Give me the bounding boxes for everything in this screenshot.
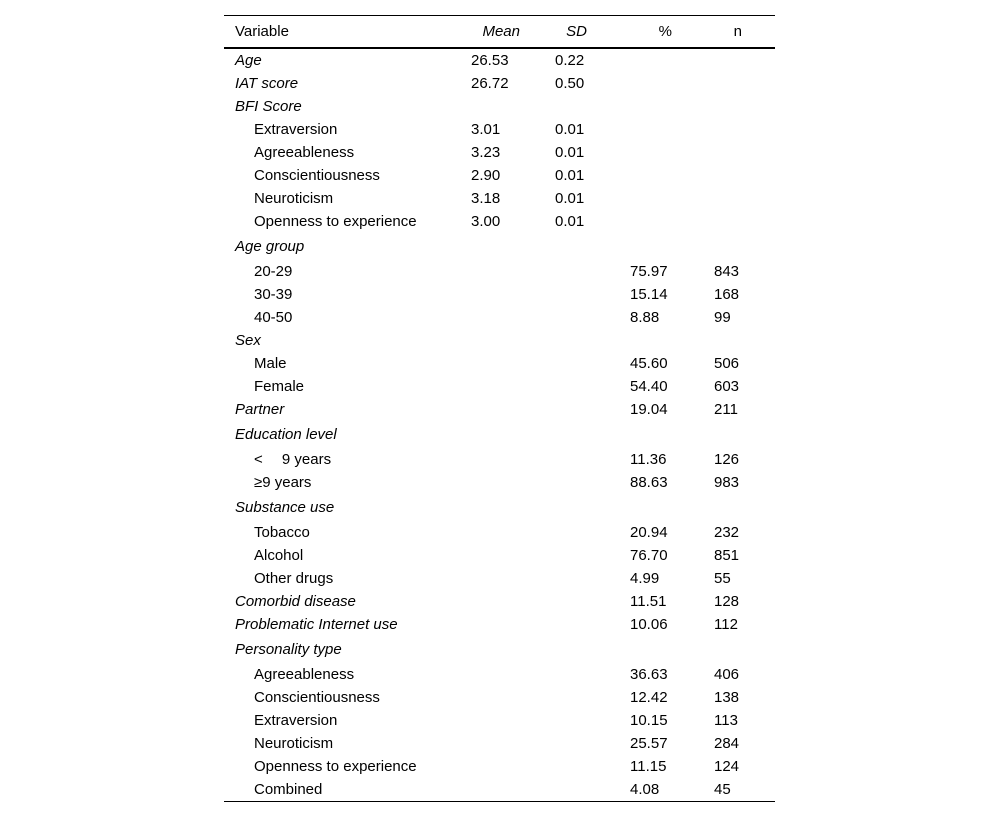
table-row [224,448,775,471]
cell-percent: 19.04 [630,401,668,418]
table-row [224,755,775,778]
cell-sd [544,494,612,521]
cell-sd [544,709,612,732]
cell-mean: 3.23 [471,144,501,161]
cell-variable: 30-39 [254,286,293,303]
cell-variable: Extraversion [254,121,338,138]
cell-percent [612,210,696,233]
table-row [224,164,775,187]
cell-variable: Comorbid disease [235,593,356,610]
cell-mean [460,448,544,471]
cell-sd: 0.50 [555,75,585,92]
descriptive-statistics-table [224,15,775,802]
cell-mean [460,95,544,118]
cell-variable: Agreeableness [254,144,355,161]
cell-mean [460,233,544,260]
cell-percent [612,421,696,448]
cell-n [696,421,775,448]
table-row [224,306,775,329]
cell-n: 113 [714,712,738,729]
cell-percent: 11.15 [630,758,667,775]
cell-n [696,233,775,260]
cell-sd: 0.01 [555,144,585,161]
cell-mean [460,755,544,778]
cell-variable: Combined [254,781,323,798]
table-row [224,141,775,164]
cell-variable: < 9 years [254,451,332,468]
cell-n [696,164,775,187]
cell-sd [544,755,612,778]
cell-percent: 76.70 [630,547,668,564]
table-row [224,72,775,95]
cell-sd [544,448,612,471]
cell-mean [460,590,544,613]
table-row [224,329,775,352]
cell-variable: 20-29 [254,263,293,280]
cell-mean [460,494,544,521]
cell-percent: 4.99 [630,570,660,587]
cell-mean [460,306,544,329]
cell-percent [612,95,696,118]
table-row [224,471,775,494]
cell-mean [460,732,544,755]
cell-variable: Age group [235,238,305,255]
cell-n [696,329,775,352]
cell-sd [544,283,612,306]
cell-percent [612,233,696,260]
cell-n [696,187,775,210]
cell-mean: 3.18 [471,190,501,207]
cell-n: 284 [714,735,740,752]
cell-variable: Openness to experience [254,758,417,775]
cell-percent [612,72,696,95]
table-row [224,210,775,233]
table-row [224,663,775,686]
cell-mean [460,778,544,802]
cell-variable: Education level [235,426,337,443]
cell-mean [460,521,544,544]
cell-percent: 11.51 [630,593,667,610]
header-n: n [733,23,742,40]
table-row [224,375,775,398]
table-row [224,233,775,260]
cell-variable: Extraversion [254,712,338,729]
cell-percent: 20.94 [630,524,668,541]
table-row [224,95,775,118]
header-variable: Variable [235,23,289,40]
cell-mean [460,329,544,352]
cell-sd [544,421,612,448]
cell-n: 983 [714,474,740,491]
cell-n: 55 [714,570,731,587]
cell-variable: Partner [235,401,285,418]
cell-n [696,72,775,95]
cell-mean [460,544,544,567]
cell-variable: IAT score [235,75,299,92]
cell-mean [460,375,544,398]
cell-sd [544,544,612,567]
cell-variable: Openness to experience [254,213,417,230]
cell-percent: 15.14 [630,286,668,303]
cell-percent: 45.60 [630,355,668,372]
cell-sd [544,590,612,613]
table-row [224,567,775,590]
cell-n [696,210,775,233]
cell-n: 168 [714,286,740,303]
cell-variable: Age [235,52,262,69]
cell-sd [544,567,612,590]
cell-mean [460,471,544,494]
table-row [224,613,775,636]
cell-sd: 0.01 [555,167,585,184]
cell-sd [544,398,612,421]
cell-sd [544,732,612,755]
cell-sd [544,471,612,494]
cell-percent: 10.15 [630,712,668,729]
cell-percent [612,48,696,72]
table-row [224,544,775,567]
cell-sd: 0.01 [555,190,585,207]
cell-n: 851 [714,547,740,564]
cell-variable: Neuroticism [254,190,334,207]
cell-n: 506 [714,355,740,372]
cell-sd [544,663,612,686]
cell-n [696,141,775,164]
table-header-row [224,16,775,49]
cell-n [696,48,775,72]
cell-variable: 40-50 [254,309,293,326]
cell-mean: 2.90 [471,167,501,184]
cell-variable: Agreeableness [254,666,355,683]
cell-variable: Other drugs [254,570,334,587]
cell-percent [612,141,696,164]
cell-variable: Female [254,378,305,395]
cell-mean [460,352,544,375]
cell-mean [460,663,544,686]
table-row [224,398,775,421]
cell-sd [544,375,612,398]
cell-variable: Sex [235,332,261,349]
cell-mean [460,567,544,590]
cell-sd: 0.01 [555,121,585,138]
cell-sd: 0.22 [555,52,585,69]
cell-percent: 88.63 [630,474,668,491]
table-row [224,260,775,283]
cell-n: 128 [714,593,740,610]
table-row [224,686,775,709]
cell-mean [460,260,544,283]
table-row [224,521,775,544]
cell-percent: 36.63 [630,666,668,683]
cell-n [696,636,775,663]
cell-mean: 3.01 [471,121,501,138]
cell-mean: 26.53 [471,52,509,69]
cell-sd [544,686,612,709]
table-row [224,778,775,802]
cell-n [696,494,775,521]
cell-percent: 75.97 [630,263,668,280]
cell-variable: Conscientiousness [254,167,380,184]
table-row [224,48,775,72]
cell-sd [544,329,612,352]
cell-variable: Personality type [235,641,342,658]
table-row [224,494,775,521]
cell-sd [544,521,612,544]
cell-variable: Problematic Internet use [235,616,398,633]
cell-percent: 8.88 [630,309,660,326]
table-row [224,636,775,663]
cell-variable: Substance use [235,499,335,516]
cell-percent [612,329,696,352]
table-row [224,590,775,613]
cell-mean [460,686,544,709]
cell-n: 603 [714,378,740,395]
table-row [224,187,775,210]
cell-n: 124 [714,758,740,775]
cell-mean [460,636,544,663]
cell-percent: 10.06 [630,616,668,633]
cell-percent: 25.57 [630,735,668,752]
cell-mean [460,613,544,636]
cell-sd [544,778,612,802]
cell-mean [460,283,544,306]
cell-variable: Alcohol [254,547,304,564]
table-row [224,352,775,375]
cell-n [696,118,775,141]
cell-n: 138 [714,689,740,706]
cell-mean [460,421,544,448]
cell-sd [544,233,612,260]
header-percent: % [658,23,672,40]
cell-percent: 4.08 [630,781,660,798]
cell-n [696,95,775,118]
cell-percent [612,164,696,187]
cell-sd [544,260,612,283]
cell-variable: Conscientiousness [254,689,380,706]
header-mean: Mean [482,23,520,40]
cell-sd [544,95,612,118]
cell-n: 45 [714,781,731,798]
table-row [224,421,775,448]
cell-n: 99 [714,309,731,326]
cell-variable: Tobacco [254,524,310,541]
cell-variable: Male [254,355,287,372]
header-sd: SD [566,23,587,40]
cell-n: 406 [714,666,740,683]
cell-mean: 26.72 [471,75,509,92]
table-body [224,48,775,802]
descriptive-statistics-table-container [224,15,775,802]
cell-percent [612,494,696,521]
table-row [224,709,775,732]
cell-sd [544,636,612,663]
cell-mean [460,398,544,421]
cell-sd: 0.01 [555,213,585,230]
cell-variable: BFI Score [235,98,302,115]
cell-percent: 12.42 [630,689,668,706]
cell-n: 232 [714,524,740,541]
cell-sd [544,306,612,329]
cell-n: 211 [714,401,738,418]
cell-percent: 54.40 [630,378,668,395]
cell-percent: 11.36 [630,451,667,468]
table-row [224,118,775,141]
cell-n: 126 [714,451,740,468]
cell-variable: Neuroticism [254,735,334,752]
table-row [224,283,775,306]
cell-variable: ≥9 years [254,474,312,491]
cell-mean [460,709,544,732]
cell-sd [544,352,612,375]
cell-mean: 3.00 [471,213,501,230]
cell-n: 112 [714,616,738,633]
cell-n: 843 [714,263,740,280]
table-row [224,732,775,755]
cell-percent [612,118,696,141]
cell-percent [612,636,696,663]
cell-sd [544,613,612,636]
cell-percent [612,187,696,210]
